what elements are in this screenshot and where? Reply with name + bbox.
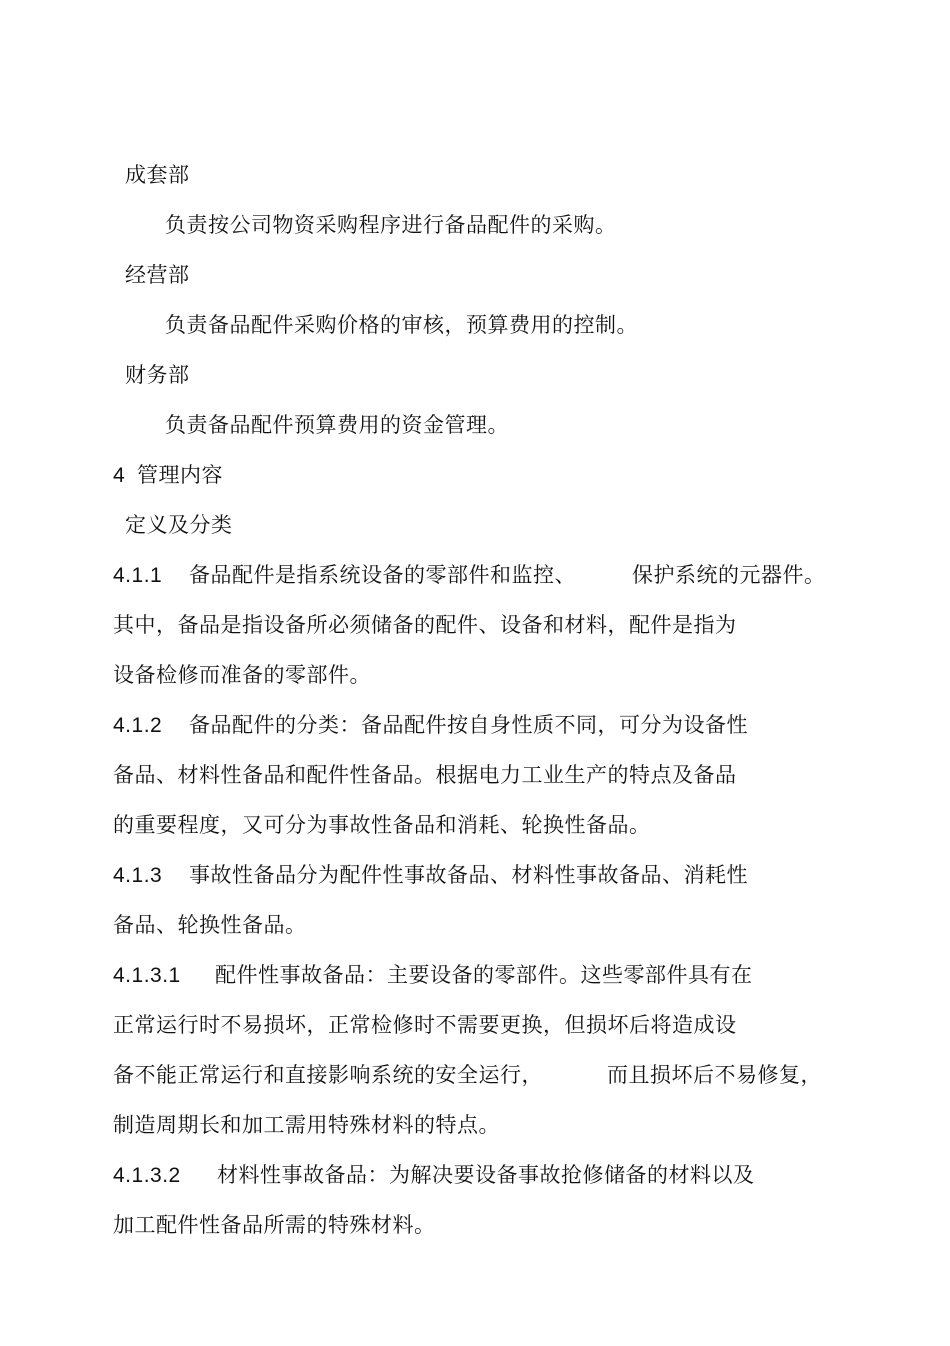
clause-number: 4.1.1 xyxy=(113,564,163,587)
clause-4-1-3-1-line-2: 正常运行时不易损坏，正常检修时不需要更换，但损坏后将造成设 xyxy=(113,1013,737,1037)
clause-text: 配件性事故备品：主要设备的零部件。这些零部件具有在 xyxy=(215,963,753,987)
clause-number: 4.1.3 xyxy=(113,864,163,887)
clause-number: 4.1.3.2 xyxy=(113,1164,181,1187)
clause-text: 备品配件的分类：备品配件按自身性质不同，可分为设备性 xyxy=(189,713,748,737)
clause-4-1-2-line-2: 备品、材料性备品和配件性备品。根据电力工业生产的特点及备品 xyxy=(113,763,737,787)
paragraph-caiwu-duty: 负责备品配件预算费用的资金管理。 xyxy=(165,413,509,437)
clause-text: 事故性备品分为配件性事故备品、材料性事故备品、消耗性 xyxy=(189,863,748,887)
clause-text-continued: 而且损坏后不易修复， xyxy=(607,1063,822,1087)
clause-text: 材料性事故备品：为解决要设备事故抢修储备的材料以及 xyxy=(217,1163,755,1187)
section-number: 4 xyxy=(113,464,126,487)
paragraph-jingying-duty: 负责备品配件采购价格的审核，预算费用的控制。 xyxy=(165,313,638,337)
clause-4-1-3-line-1 xyxy=(113,861,748,890)
clause-4-1-1-line-3: 设备检修而准备的零部件。 xyxy=(113,663,371,687)
clause-4-1-3-2-line-2: 加工配件性备品所需的特殊材料。 xyxy=(113,1213,436,1237)
clause-4-1-1-line-1 xyxy=(113,561,826,590)
clause-4-1-1-line-2: 其中，备品是指设备所必须储备的配件、设备和材料，配件是指为 xyxy=(113,613,737,637)
clause-number: 4.1.2 xyxy=(113,714,163,737)
subsection-definition-heading: 定义及分类 xyxy=(125,513,233,537)
clause-4-1-3-line-2: 备品、轮换性备品。 xyxy=(113,913,307,937)
clause-text: 备品配件是指系统设备的零部件和监控、 xyxy=(189,563,576,587)
clause-4-1-2-line-1 xyxy=(113,711,748,740)
section-4-heading xyxy=(113,461,223,490)
heading-chengtao-dept: 成套部 xyxy=(125,163,190,187)
heading-caiwu-dept: 财务部 xyxy=(125,363,190,387)
clause-4-1-3-1-line-3 xyxy=(113,1061,822,1089)
clause-4-1-2-line-3: 的重要程度，又可分为事故性备品和消耗、轮换性备品。 xyxy=(113,813,651,837)
clause-4-1-3-1-line-1 xyxy=(113,961,753,990)
heading-jingying-dept: 经营部 xyxy=(125,263,190,287)
clause-4-1-3-2-line-1 xyxy=(113,1161,755,1190)
clause-text: 备不能正常运行和直接影响系统的安全运行， xyxy=(113,1063,543,1087)
clause-4-1-3-1-line-4: 制造周期长和加工需用特殊材料的特点。 xyxy=(113,1113,500,1137)
clause-number: 4.1.3.1 xyxy=(113,964,181,987)
paragraph-chengtao-duty: 负责按公司物资采购程序进行备品配件的采购。 xyxy=(165,213,617,237)
clause-text-continued: 保护系统的元器件。 xyxy=(632,563,826,587)
section-title: 管理内容 xyxy=(137,463,223,487)
